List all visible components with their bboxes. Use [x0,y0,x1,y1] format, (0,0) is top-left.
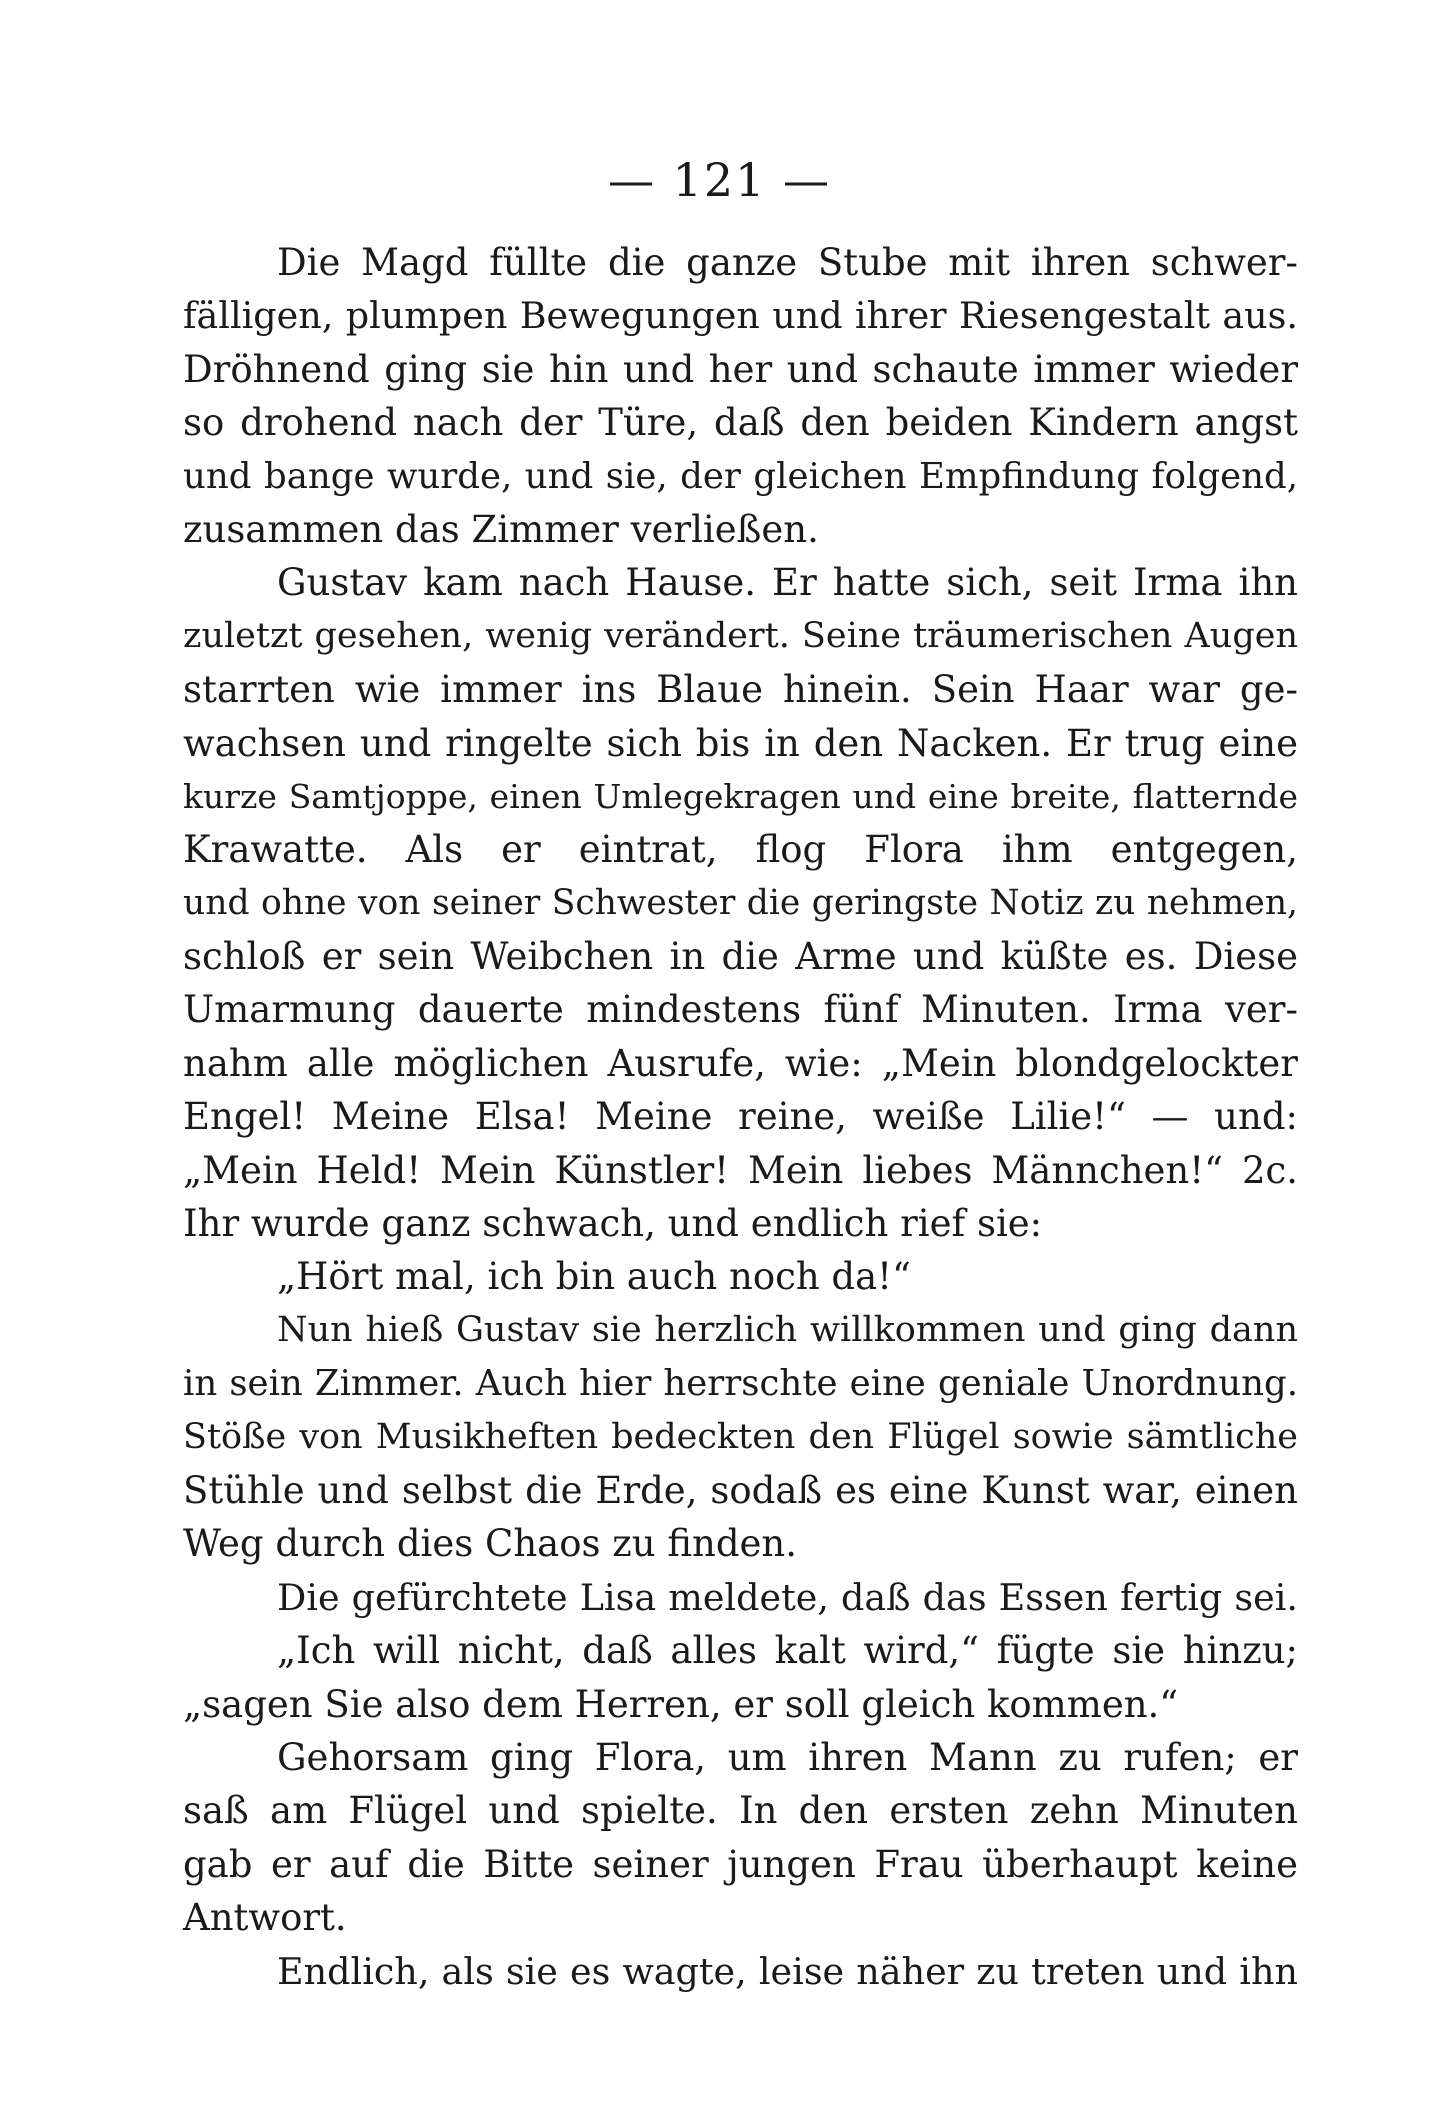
paragraph [183,556,1298,1250]
text-line: „Hört mal, ich bin auch noch da!“ [277,1255,911,1299]
text-line: Dröhnend ging sie hin und her und schaute immer wieder [183,347,1298,391]
text-line: Gehorsam ging Flora, um ihren Mann zu rufen; er [277,1735,1298,1779]
text-line: „sagen Sie also dem Herren, er soll gleich kommen.“ [183,1682,1179,1726]
paragraph [183,1945,1298,1998]
text-line: Endlich, als sie es wagte, leise näher zu treten und ihn [277,1949,1298,1993]
text-line: Die Magd füllte die ganze Stube mit ihren schwer- [277,241,1298,284]
body-text [183,236,1298,1998]
text-line: „Ich will nicht, daß alles kalt wird,“ fügte sie hinzu; [277,1629,1298,1673]
text-line: Weg durch dies Chaos zu finden. [183,1522,798,1566]
paragraph [183,1731,1298,1945]
text-line: Die gefürchtete Lisa meldete, daß das Essen fertig sei. [277,1575,1298,1619]
text-line: Gustav kam nach Hause. Er hatte sich, seit Irma ihn [277,561,1298,605]
text-line: so drohend nach der Türe, daß den beiden Kindern angst [183,401,1298,445]
text-line: fälligen, plumpen Bewegungen und ihrer Riesengestalt aus. [183,294,1298,338]
text-line: Antwort. [183,1896,347,1940]
text-line: in sein Zimmer. Auch hier herrschte eine geniale Unordnung. [183,1363,1298,1405]
text-line: Umarmung dauerte mindestens fünf Minuten. Irma ver- [183,988,1298,1032]
text-line: Ihr wurde ganz schwach, und endlich rief sie: [183,1202,1043,1246]
page-number: — 121 — [607,153,832,207]
text-line: gab er auf die Bitte seiner jungen Frau überhaupt keine [183,1842,1298,1886]
text-line: Stühle und selbst die Erde, sodaß es eine Kunst war, einen [183,1468,1298,1512]
text-line: Krawatte. Als er eintrat, flog Flora ihm entgegen, [183,828,1298,872]
text-line: Stöße von Musikheften bedeckten den Flügel sowie sämtliche [183,1416,1298,1457]
text-line: nahm alle möglichen Ausrufe, wie: „Mein blondgelockter [183,1041,1298,1085]
text-line: zuletzt gesehen, wenig verändert. Seine träumerischen Augen [183,615,1298,656]
paragraph [183,236,1298,556]
paragraph [183,1571,1298,1731]
text-line: zusammen das Zimmer verließen. [183,507,819,551]
text-line: wachsen und ringelte sich bis in den Nacken. Er trug eine [183,721,1298,765]
text-line: starrten wie immer ins Blaue hinein. Sein Haar war ge- [183,668,1298,712]
text-line: und bange wurde, und sie, der gleichen Empfindung folgend, [183,455,1298,497]
text-line: schloß er sein Weibchen in die Arme und küßte es. Diese [183,935,1298,979]
paragraph [183,1304,1298,1571]
text-line: „Mein Held! Mein Künstler! Mein liebes Männchen!“ 2c. [183,1148,1298,1192]
text-line: Engel! Meine Elsa! Meine reine, weiße Lilie!“ — und: [183,1095,1298,1139]
text-line: und ohne von seiner Schwester die geringste Notiz zu nehmen, [183,882,1298,923]
text-line: kurze Samtjoppe, einen Umlegekragen und eine breite, flatternde [183,776,1298,816]
paragraph [183,1250,1298,1303]
text-line: Nun hieß Gustav sie herzlich willkommen und ging dann [277,1309,1298,1350]
text-line: saß am Flügel und spielte. In den ersten zehn Minuten [183,1789,1298,1833]
